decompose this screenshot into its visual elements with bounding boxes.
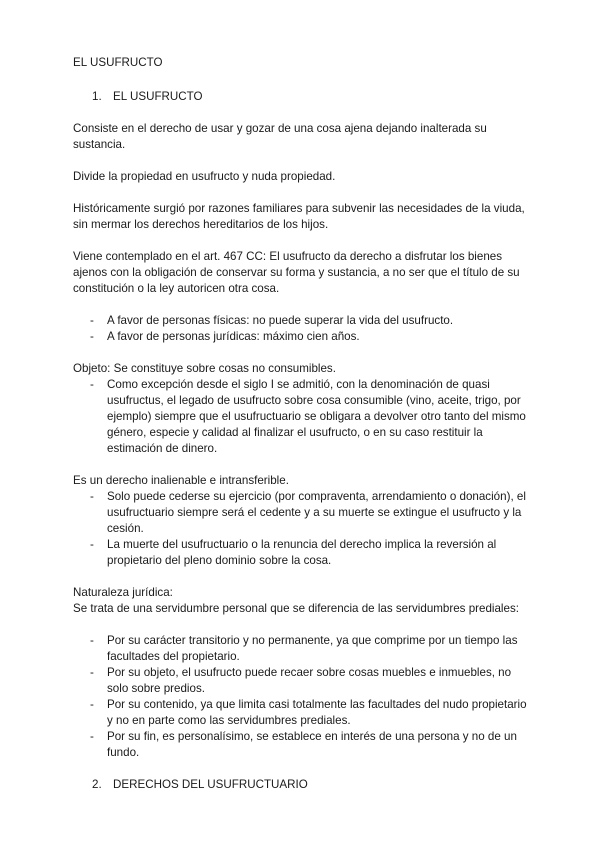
paragraph-division: Divide la propiedad en usufructo y nuda propiedad. — [73, 170, 336, 183]
list-item: - A favor de personas físicas: no puede superar la vida del usufructo. — [73, 313, 535, 329]
duration-list — [73, 313, 535, 345]
nature-differences-list — [73, 633, 535, 761]
section-heading-2 — [92, 777, 308, 793]
nature-text: Se trata de una servidumbre personal que se diferencia de las servidumbres prediales: — [73, 602, 519, 615]
list-item: - Como excepción desde el siglo I se admitió, con la denominación de quasi usufructus, el legado de usufructo sobre cosa consumible (vino, aceite, trigo, por ejemplo) siempre que el usufructuario se obligara a devolver otro tanto del mismo género, especie y calidad al finalizar el usufructo, o en su caso restituir la estimación de dinero. — [73, 377, 535, 457]
document-title: EL USUFRUCTO — [73, 56, 163, 69]
section-label: EL USUFRUCTO — [113, 90, 203, 103]
list-item: - Por su objeto, el usufructo puede recaer sobre cosas muebles e inmuebles, no solo sobre predios. — [73, 665, 535, 697]
list-item: - La muerte del usufructuario o la renuncia del derecho implica la reversión al propietario del pleno dominio sobre la cosa. — [73, 537, 535, 569]
list-item: - A favor de personas jurídicas: máximo cien años. — [73, 329, 535, 345]
section-number: 1. — [92, 90, 102, 103]
nature-label: Naturaleza jurídica: — [73, 586, 173, 599]
inalienable-list — [73, 489, 535, 569]
paragraph-definition: Consiste en el derecho de usar y gozar de una cosa ajena dejando inalterada su sustancia. — [73, 122, 487, 151]
paragraph-history: Históricamente surgió por razones familiares para subvenir las necesidades de la viuda, sin mermar los derechos hereditarios de los hijos. — [73, 202, 525, 231]
list-item: - Solo puede cederse su ejercicio (por compraventa, arrendamiento o donación), el usufructuario siempre será el cedente y a su muerte se extingue el usufructo y la cesión. — [73, 489, 535, 537]
list-item: - Por su carácter transitorio y no permanente, ya que comprime por un tiempo las facultades del propietario. — [73, 633, 535, 665]
list-item: - Por su fin, es personalísimo, se establece en interés de una persona y no de un fundo. — [73, 729, 535, 761]
section-number: 2. — [92, 778, 102, 791]
list-item: - Por su contenido, ya que limita casi totalmente las facultades del nudo propietario y no en parte como las servidumbres prediales. — [73, 697, 535, 729]
paragraph-inalienable: Es un derecho inalienable e intransferible. — [73, 474, 289, 487]
section-label: DERECHOS DEL USUFRUCTUARIO — [113, 778, 308, 791]
object-exception-list — [73, 377, 535, 457]
section-heading-1 — [92, 89, 203, 105]
paragraph-object: Objeto: Se constituye sobre cosas no consumibles. — [73, 362, 336, 375]
paragraph-article-467: Viene contemplado en el art. 467 CC: El usufructo da derecho a disfrutar los bienes ajenos con la obligación de conservar su forma y sustancia, a no ser que el título de su constitución o la ley autoricen otra cosa. — [73, 250, 520, 295]
